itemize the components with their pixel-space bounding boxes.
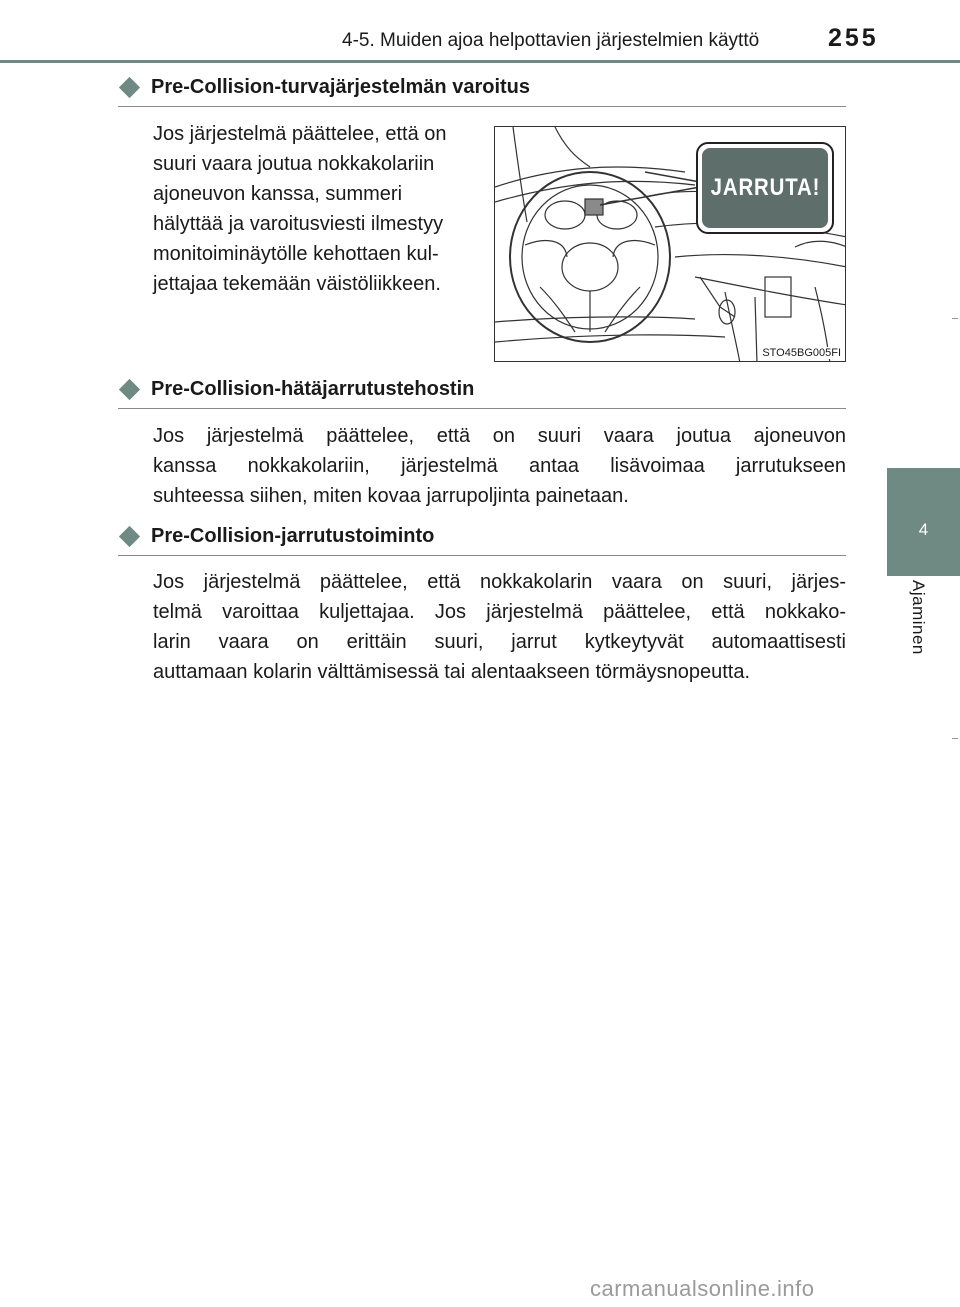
header-rule — [0, 60, 960, 63]
diamond-bullet-icon — [119, 77, 140, 98]
paragraph-line: jettajaa tekemään väistöliikkeen. — [153, 273, 441, 295]
warning-display — [702, 148, 828, 228]
figure-code: STO45BG005FI — [762, 347, 841, 359]
paragraph-line: suhteessa siihen, miten kovaa jarrupoljinta painetaan. — [153, 485, 629, 507]
section-paragraph — [153, 567, 846, 687]
paragraph-line: Jos järjestelmä päättelee, että nokkakolarin vaara on suuri, järjes- — [153, 571, 846, 593]
section-heading — [118, 76, 530, 99]
watermark: carmanualsonline.info — [590, 1276, 815, 1301]
section-heading-text: Pre-Collision-hätäjarrutustehostin — [151, 378, 475, 400]
chapter-number: 4 — [918, 520, 929, 539]
paragraph-line: Jos järjestelmä päättelee, että on suuri vaara joutua ajoneuvon — [153, 425, 846, 447]
diamond-bullet-icon — [119, 526, 140, 547]
page-number: 255 — [828, 24, 879, 52]
diamond-bullet-icon — [119, 379, 140, 400]
section-rule — [118, 408, 846, 409]
paragraph-line: Jos järjestelmä päättelee, että on — [153, 123, 447, 145]
section-paragraph — [153, 119, 476, 299]
paragraph-line: auttamaan kolarin välttämisessä tai alentaakseen törmäysnopeutta. — [153, 661, 751, 683]
dashboard-illustration — [494, 126, 846, 362]
paragraph-line: hälyttää ja varoitusviesti ilmestyy — [153, 213, 444, 235]
paragraph-line: kanssa nokkakolariin, järjestelmä antaa lisävoimaa jarrutukseen — [153, 455, 846, 477]
section-paragraph — [153, 421, 846, 511]
margin-tick — [952, 318, 958, 319]
header-title: 4-5. Muiden ajoa helpottavien järjestelmien käyttö — [342, 30, 760, 51]
section-rule — [118, 106, 846, 107]
chapter-label: Ajaminen — [909, 580, 928, 655]
margin-tick — [952, 738, 958, 739]
section-heading — [118, 525, 434, 548]
paragraph-line: larin vaara on erittäin suuri, jarrut kytkeytyvät automaattisesti — [153, 631, 846, 653]
warning-message: JARRUTA! — [710, 174, 820, 201]
paragraph-line: ajoneuvon kanssa, summeri — [153, 183, 403, 205]
section-heading-text: Pre-Collision-turvajärjestelmän varoitus — [151, 76, 531, 98]
warning-callout — [696, 142, 834, 234]
paragraph-line: suuri vaara joutua nokkakolariin — [153, 153, 435, 175]
section-rule — [118, 555, 846, 556]
section-heading-text: Pre-Collision-jarrutustoiminto — [151, 525, 435, 547]
paragraph-line: monitoiminäytölle kehottaen kul- — [153, 243, 439, 265]
chapter-tab — [887, 468, 960, 576]
paragraph-line: telmä varoittaa kuljettajaa. Jos järjestelmä päättelee, että nokkako- — [153, 601, 846, 623]
section-heading — [118, 378, 474, 401]
